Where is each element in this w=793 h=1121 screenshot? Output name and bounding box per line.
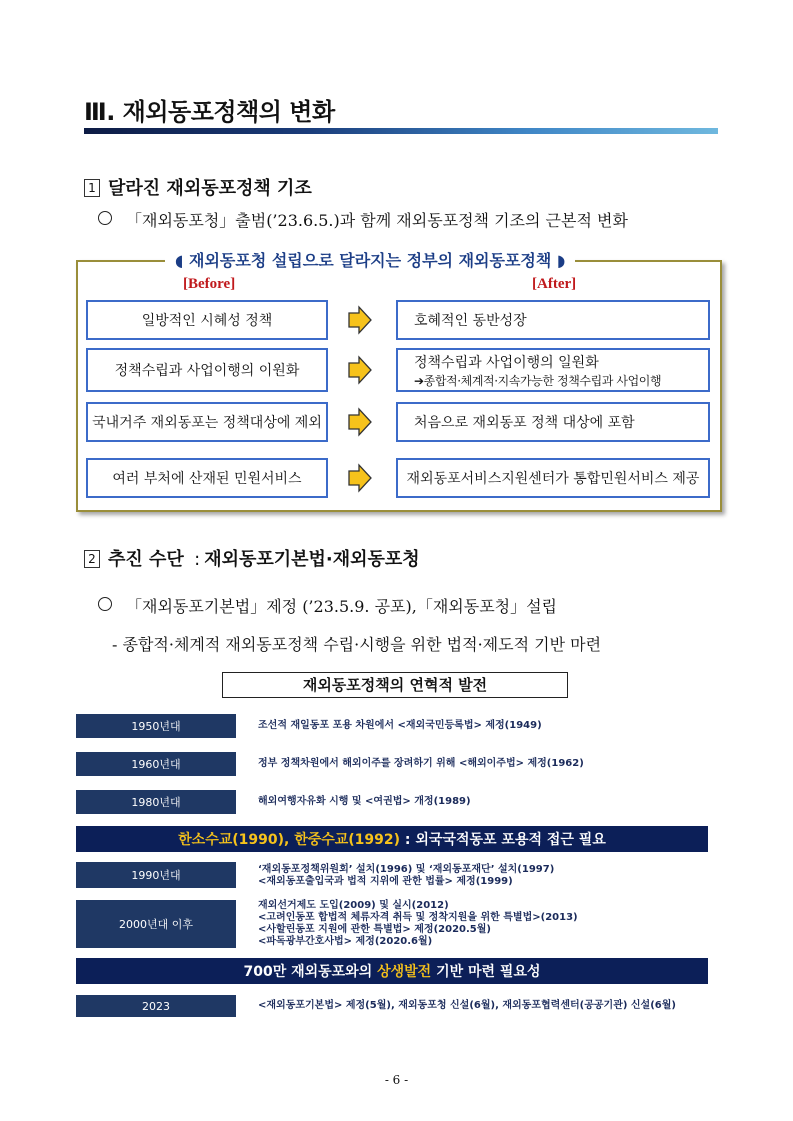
before-label: [Before] [183, 276, 236, 292]
after-box [396, 348, 710, 392]
after-text: 재외동포서비스지원센터가 통합민원서비스 제공 [406, 471, 700, 487]
after-text: 정책수립과 사업이행의 일원화 [414, 354, 599, 371]
banner-diplomatic-ties [76, 826, 708, 852]
timeline-2000-line: <파독광부간호사법> 제정(2020.6월) [258, 936, 433, 947]
subheading-1-number: 1 [84, 179, 100, 197]
after-box [396, 300, 710, 340]
before-box [86, 402, 328, 442]
timeline-label-2000: 2000년대 이후 [76, 900, 236, 948]
timeline-text-2023: <재외동포기본법> 제정(5월), 재외동포청 신설(6월), 재외동포협력센터(공공기관) 신설(6월) [258, 1000, 676, 1011]
timeline-1990-line: <재외동포출입국과 법적 지위에 관한 법률> 제정(1999) [258, 876, 513, 887]
right-arrow-icon [347, 355, 373, 385]
dash-item: - 종합적·체계적 재외동포정책 수립·시행을 위한 법적·제도적 기반 마련 [112, 635, 602, 654]
timeline-text-2000 [258, 900, 578, 948]
timeline-label-2023: 2023 [76, 995, 236, 1017]
timeline-label-1960: 1960년대 [76, 752, 236, 776]
timeline-text-1990 [258, 864, 554, 888]
timeline-2000-line: 재외선거제도 도입(2009) 및 실시(2012) [258, 900, 449, 911]
bullet-2 [98, 594, 557, 617]
right-arrow-icon [347, 305, 373, 335]
after-box [396, 458, 710, 498]
subheading-2-title-rest: 재외동포기본법·재외동포청 [204, 549, 420, 570]
subheading-1-title: 달라진 재외동포정책 기조 [108, 178, 312, 199]
page-number: - 6 - [384, 1073, 409, 1087]
banner-1-highlight: 한소수교(1990), 한중수교(1992) [178, 832, 401, 848]
banner-2-pre: 700만 재외동포와의 [243, 964, 378, 980]
subheading-2 [84, 545, 420, 571]
after-subtext: ➔종합적·체계적·지속가능한 정책수립과 사업이행 [414, 373, 662, 388]
before-box [86, 458, 328, 498]
timeline-text-1960: 정부 정책차원에서 해외이주를 장려하기 위해 <해외이주법> 제정(1962) [258, 758, 584, 769]
before-text: 일방적인 시혜성 정책 [141, 313, 273, 329]
before-text: 여러 부처에 산재된 민원서비스 [112, 471, 302, 487]
before-text: 정책수립과 사업이행의 이원화 [114, 363, 300, 379]
subheading-2-title: 추진 수단 [108, 549, 184, 570]
after-label: [After] [532, 276, 577, 292]
right-arrow-icon [347, 463, 373, 493]
after-text: 처음으로 재외동포 정책 대상에 포함 [414, 415, 635, 431]
subheading-1 [84, 174, 312, 200]
circle-bullet-icon [98, 211, 112, 225]
timeline-label-1980: 1980년대 [76, 790, 236, 814]
bullet-1 [98, 208, 628, 231]
before-text: 국내거주 재외동포는 정책대상에 제외 [92, 415, 322, 431]
timeline-2000-line: <사할린동포 지원에 관한 특별법> 제정(2020.5월) [258, 924, 491, 935]
timeline-caption: 재외동포정책의 연혁적 발전 [222, 672, 568, 698]
banner-coexistence [76, 958, 708, 984]
bullet-1-text: 「재외동포청」출범(’23.6.5.)과 함께 재외동포정책 기조의 근본적 변화 [126, 211, 628, 230]
section-title-underline [84, 128, 718, 134]
timeline-label-1990: 1990년대 [76, 862, 236, 888]
subheading-2-separator: : [194, 549, 201, 570]
circle-bullet-icon [98, 597, 112, 611]
banner-2-highlight: 상생발전 [377, 964, 432, 980]
section-title: Ⅲ. 재외동포정책의 변화 [84, 98, 335, 126]
before-box [86, 300, 328, 340]
banner-2-text: 기반 마련 필요성 [431, 964, 541, 980]
after-box [396, 402, 710, 442]
comparison-title: ◖ 재외동포청 설립으로 달라지는 정부의 재외동포정책 ◗ [165, 248, 575, 271]
timeline-text-1980: 해외여행자유화 시행 및 <여권법> 개정(1989) [258, 796, 471, 807]
timeline-label-1950: 1950년대 [76, 714, 236, 738]
right-arrow-icon [347, 407, 373, 437]
before-box [86, 348, 328, 392]
timeline-2000-line: <고려인동포 합법적 체류자격 취득 및 정착지원을 위한 특별법>(2013) [258, 912, 578, 923]
after-text: 호혜적인 동반성장 [414, 313, 527, 329]
banner-1-text: : 외국국적동포 포용적 접근 필요 [400, 832, 606, 848]
timeline-text-1950: 조선적 재일동포 포용 차원에서 <재외국민등록법> 제정(1949) [258, 720, 542, 731]
bullet-2-text: 「재외동포기본법」제정 (’23.5.9. 공포),「재외동포청」설립 [126, 597, 558, 616]
timeline-1990-line: ‘재외동포정책위원회’ 설치(1996) 및 ‘재외동포재단’ 설치(1997) [258, 864, 555, 875]
subheading-2-number: 2 [84, 550, 100, 568]
